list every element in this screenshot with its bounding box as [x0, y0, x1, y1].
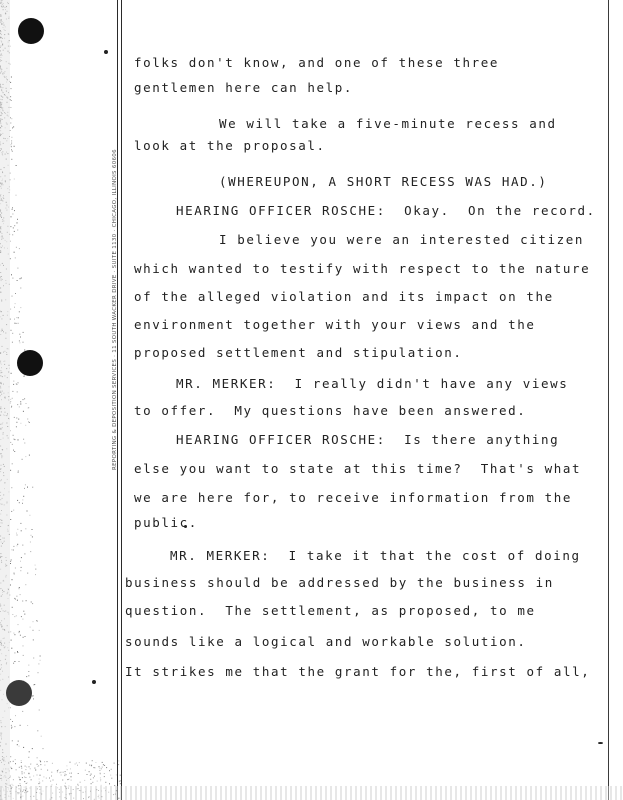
transcript-line: look at the proposal. [134, 138, 326, 153]
transcript-line: proposed settlement and stipulation. [134, 345, 463, 360]
transcript-line: MR. MERKER: I really didn't have any views [176, 376, 569, 391]
binder-hole-top [18, 18, 44, 44]
margin-rule-right [121, 0, 122, 800]
transcript-line: MR. MERKER: I take it that the cost of doing [170, 548, 581, 563]
transcript-line: public. [134, 515, 198, 530]
scan-bottom-edge [0, 786, 623, 800]
transcript-line: folks don't know, and one of these three [134, 55, 500, 70]
binder-hole-bottom [6, 680, 32, 706]
transcript-line: to offer. My questions have been answered. [134, 403, 527, 418]
transcript-line: (WHEREUPON, A SHORT RECESS WAS HAD.) [219, 174, 548, 189]
transcript-line: It strikes me that the grant for the, first of all, [125, 664, 591, 679]
transcript-line: business should be addressed by the business in [125, 575, 554, 590]
margin-mark [104, 50, 108, 54]
page-edge [608, 0, 609, 800]
transcript-line: of the alleged violation and its impact on the [134, 289, 554, 304]
transcript-line: HEARING OFFICER ROSCHE: Okay. On the record. [176, 203, 596, 218]
transcript-line: gentlemen here can help. [134, 80, 354, 95]
transcript-line: we are here for, to receive information from the [134, 490, 573, 505]
transcript-line: We will take a five-minute recess and [219, 116, 557, 131]
transcript-line: sounds like a logical and workable solution. [125, 634, 527, 649]
reporter-margin-note: REPORTING & DEPOSITION SERVICES · 11 SOUTH WACKER DRIVE · SUITE 1130 · CHICAGO, ILLINOIS 60606 [112, 149, 118, 470]
margin-mark [598, 742, 603, 744]
margin-mark [92, 680, 96, 684]
transcript-line: HEARING OFFICER ROSCHE: Is there anything [176, 432, 560, 447]
transcript-line: environment together with your views and the [134, 317, 536, 332]
binder-hole-middle [17, 350, 43, 376]
transcript-line: else you want to state at this time? That's what [134, 461, 582, 476]
transcript-line: I believe you were an interested citizen [219, 232, 585, 247]
transcript-line: which wanted to testify with respect to the nature [134, 261, 591, 276]
transcript-line: question. The settlement, as proposed, to me [125, 603, 536, 618]
